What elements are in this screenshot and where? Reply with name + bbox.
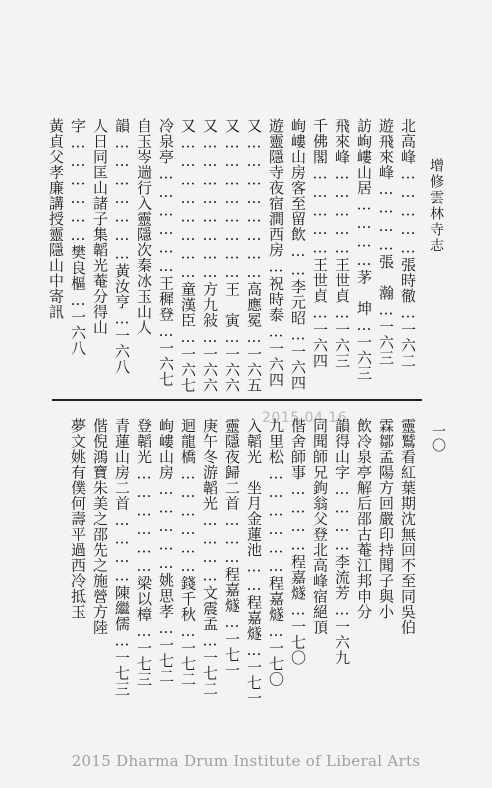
toc-entry: 訪峋嶁山居…………茅 坤…一六三 bbox=[355, 118, 373, 381]
toc-entry: 入韜光 坐月金蓮池……程嘉燧…一七一 bbox=[245, 418, 263, 706]
toc-entry: 字………………樊良樞…一六八 bbox=[69, 118, 87, 356]
toc-entry: 登韜光………………梁以樟…一七三 bbox=[135, 418, 153, 687]
toc-entry: 夢文姚有僕何壽平過西冷抵玉 bbox=[69, 418, 87, 620]
toc-entry: 又……………………方九敍…一六六 bbox=[201, 118, 219, 393]
book-title-header: 增修雲林寺志 bbox=[428, 158, 444, 254]
toc-entry: 遊靈隱寺夜宿澗西房…祝時泰…一六四 bbox=[267, 118, 285, 388]
toc-entry: 同聞師兄鉤翁父登北高峰宿絕頂 bbox=[311, 418, 329, 635]
toc-entry: 人日同匡山諸子集韜光菴分得山 bbox=[91, 118, 109, 335]
page-number: 一〇 bbox=[430, 424, 446, 452]
toc-entry: 又……………………王 寅…一六六 bbox=[223, 118, 241, 393]
toc-entry: 靈隱夜歸二首………程嘉燧…一七一 bbox=[223, 418, 241, 678]
toc-entry: 韻…………………黃汝亨…一六八 bbox=[113, 118, 131, 375]
toc-entry: 峋嶁山房客至留飲……李元昭…一六四 bbox=[289, 118, 307, 391]
toc-entry: 千佛閣……………王世貞…一六四 bbox=[311, 118, 329, 369]
toc-entry: 黃貞父孝廉講授靈隱山中寄訊 bbox=[47, 118, 65, 320]
toc-entry: 北高峰……………張時徹…一六二 bbox=[399, 118, 417, 369]
toc-entry: 庚午冬游韜光…………文震孟…一七二 bbox=[201, 418, 219, 697]
toc-entry: 峋嶁山房……………姚思孝…一七二 bbox=[157, 418, 175, 684]
toc-entry: 偕倪鴻寶朱美之邵先之施營方陸 bbox=[91, 418, 109, 635]
toc-entry: 冷泉亭………………王穉登…一六七 bbox=[157, 118, 175, 387]
toc-entry: 青蓮山房二首…………陳繼儒…一七三 bbox=[113, 418, 131, 697]
section-divider bbox=[52, 399, 422, 401]
toc-entry: 迴龍橋………………錢千秋…一七二 bbox=[179, 418, 197, 687]
date-stamp: 2015.04.16 bbox=[262, 410, 348, 426]
toc-entry: 九里松………………程嘉燧…一七〇 bbox=[267, 418, 285, 687]
toc-entry: 靈鷲看紅葉期沈無回不至同吳伯 bbox=[399, 418, 417, 635]
toc-entry: 飲冷泉亭解后邵古菴江邦申分 bbox=[355, 418, 373, 620]
toc-entry: 遊飛來峰…………張 瀚…一六三 bbox=[377, 118, 395, 366]
toc-entry: 霖鄒孟陽方回嚴印持聞子與小 bbox=[377, 418, 395, 620]
toc-entry: 又……………………高應冕…一六五 bbox=[245, 118, 263, 393]
toc-entry: 飛來峰……………王世貞…一六三 bbox=[333, 118, 351, 369]
institution-watermark: 2015 Dharma Drum Institute of Liberal Arts bbox=[71, 752, 421, 770]
toc-entry: 又……………………童漢臣…一六七 bbox=[179, 118, 197, 393]
toc-entry: 偕舍師事…………程嘉燧…一七〇 bbox=[289, 418, 307, 666]
toc-entry: 韻得山字…………李流芳…一六九 bbox=[333, 418, 351, 666]
toc-entry: 自玉岑遄行入靈隱次秦冰玉山人 bbox=[135, 118, 153, 335]
